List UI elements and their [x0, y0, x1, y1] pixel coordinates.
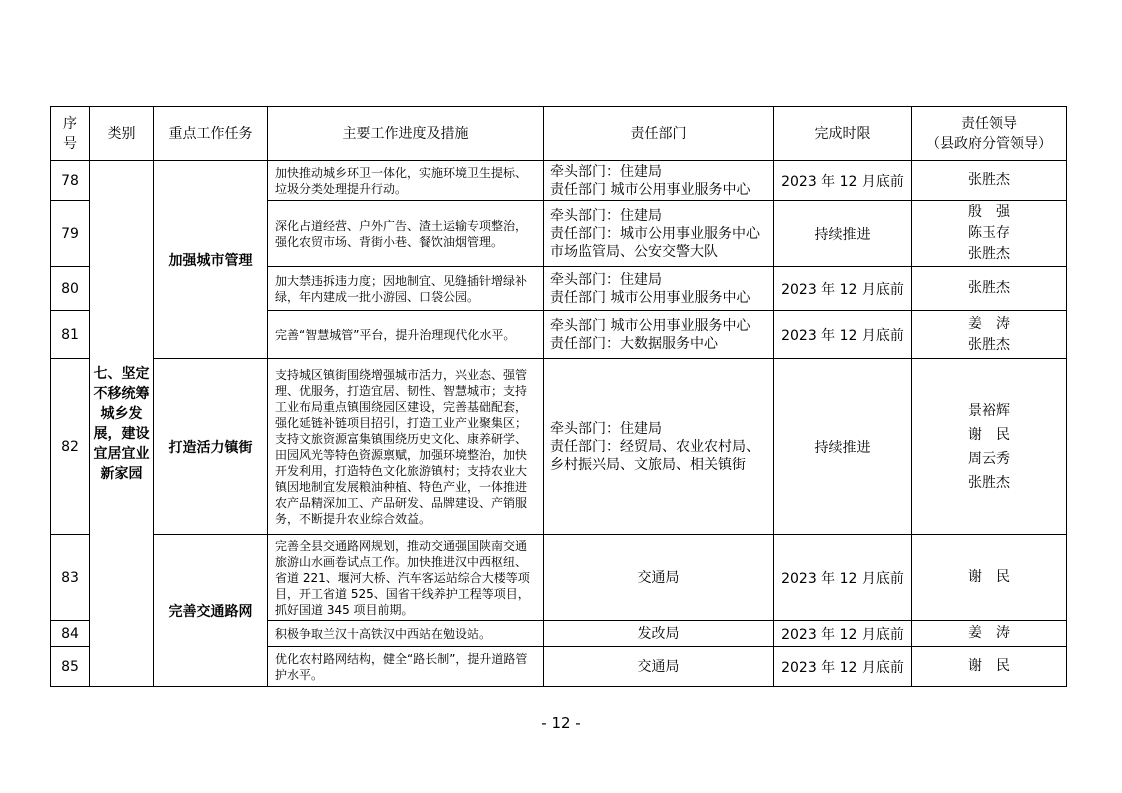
dept-cell: 交通局: [544, 647, 774, 687]
category-cell: 七、坚定不移统筹城乡发展，建设宜居宜业新家园: [90, 161, 154, 687]
leader-cell: 姜 涛 张胜杰: [912, 311, 1067, 359]
header-measures: 主要工作进度及措施: [268, 107, 544, 161]
leader-cell: 张胜杰: [912, 161, 1067, 201]
deadline-cell: 2023 年 12 月底前: [774, 311, 912, 359]
measure-text: 优化农村路网结构，健全“路长制”，提升道路管护水平。: [268, 647, 544, 687]
measure-text: 积极争取兰汉十高铁汉中西站在勉设站。: [268, 621, 544, 647]
header-deadline: 完成时限: [774, 107, 912, 161]
header-leader-line2: （县政府分管领导）: [926, 135, 1052, 152]
task-vibrant-towns: 打造活力镇街: [154, 359, 268, 535]
measure-text: 支持城区镇街围绕增强城市活力，兴业态、强管理、优服务，打造宜居、韧性、智慧城市；支持工业布局重点镇围绕园区建设，完善基础配套，强化延链补链项目招引，打造工业产业聚集区；支持文旅资源富集镇围绕历史文化、康养研学、田园风光等特色资源禀赋，加强环境整治，加快开发利用，打造特色文化旅游镇村；支持农业大镇因地制宜发展粮油种植、特色产业，一体推进农产品精深加工、产品研发、品牌建设、产销服务，不断提升农业综合效益。: [268, 359, 544, 535]
table-header-row: [51, 107, 1067, 161]
table-row: [51, 161, 1067, 201]
measure-text: 深化占道经营、户外广告、渣土运输专项整治，强化农贸市场、背街小巷、餐饮油烟管理。: [268, 201, 544, 267]
header-leader-line1: 责任领导: [961, 115, 1017, 132]
dept-cell: 牵头部门：住建局 责任部门 城市公用事业服务中心: [544, 161, 774, 201]
deadline-cell: 2023 年 12 月底前: [774, 647, 912, 687]
dept-cell: 牵头部门：住建局 责任部门：城市公用事业服务中心 市场监管局、公安交警大队: [544, 201, 774, 267]
measure-text: 完善全县交通路网规划，推动交通强国陕南交通旅游山水画卷试点工作。加快推进汉中西枢纽、省道 221、堰河大桥、汽车客运站综合大楼等项目，开工省道 525、国省干线养护工程等项目，抓好国道 345 项目前期。: [268, 535, 544, 621]
deadline-cell: 2023 年 12 月底前: [774, 621, 912, 647]
row-number: 81: [51, 311, 90, 359]
header-task: 重点工作任务: [154, 107, 268, 161]
leader-cell: 景裕辉 谢 民 周云秀 张胜杰: [912, 359, 1067, 535]
measure-text: 完善“智慧城管”平台，提升治理现代化水平。: [268, 311, 544, 359]
leader-cell: 殷 强 陈玉存 张胜杰: [912, 201, 1067, 267]
row-number: 82: [51, 359, 90, 535]
measure-text: 加快推动城乡环卫一体化，实施环境卫生提标、垃圾分类处理提升行动。: [268, 161, 544, 201]
dept-cell: 交通局: [544, 535, 774, 621]
measure-text: 加大禁违拆违力度；因地制宜、见缝插针增绿补绿，年内建成一批小游园、口袋公园。: [268, 267, 544, 311]
deadline-cell: 持续推进: [774, 359, 912, 535]
dept-cell: 牵头部门：住建局 责任部门 城市公用事业服务中心: [544, 267, 774, 311]
deadline-cell: 2023 年 12 月底前: [774, 161, 912, 201]
table-row: [51, 359, 1067, 535]
row-number: 78: [51, 161, 90, 201]
deadline-cell: 持续推进: [774, 201, 912, 267]
dept-cell: 牵头部门：住建局 责任部门：经贸局、农业农村局、 乡村振兴局、文旅局、相关镇街: [544, 359, 774, 535]
header-dept: 责任部门: [544, 107, 774, 161]
task-transport-network: 完善交通路网: [154, 535, 268, 687]
header-leader: [912, 107, 1067, 161]
leader-cell: 张胜杰: [912, 267, 1067, 311]
task-city-management: 加强城市管理: [154, 161, 268, 359]
dept-cell: 牵头部门 城市公用事业服务中心 责任部门：大数据服务中心: [544, 311, 774, 359]
deadline-cell: 2023 年 12 月底前: [774, 267, 912, 311]
leader-cell: 姜 涛: [912, 621, 1067, 647]
table-row: [51, 535, 1067, 621]
row-number: 83: [51, 535, 90, 621]
deadline-cell: 2023 年 12 月底前: [774, 535, 912, 621]
row-number: 80: [51, 267, 90, 311]
row-number: 79: [51, 201, 90, 267]
row-number: 85: [51, 647, 90, 687]
header-seq: 序号: [51, 107, 90, 161]
page-number: - 12 -: [541, 714, 581, 732]
work-plan-table: [50, 106, 1067, 687]
leader-cell: 谢 民: [912, 647, 1067, 687]
leader-cell: 谢 民: [912, 535, 1067, 621]
dept-cell: 发改局: [544, 621, 774, 647]
header-category: 类别: [90, 107, 154, 161]
row-number: 84: [51, 621, 90, 647]
